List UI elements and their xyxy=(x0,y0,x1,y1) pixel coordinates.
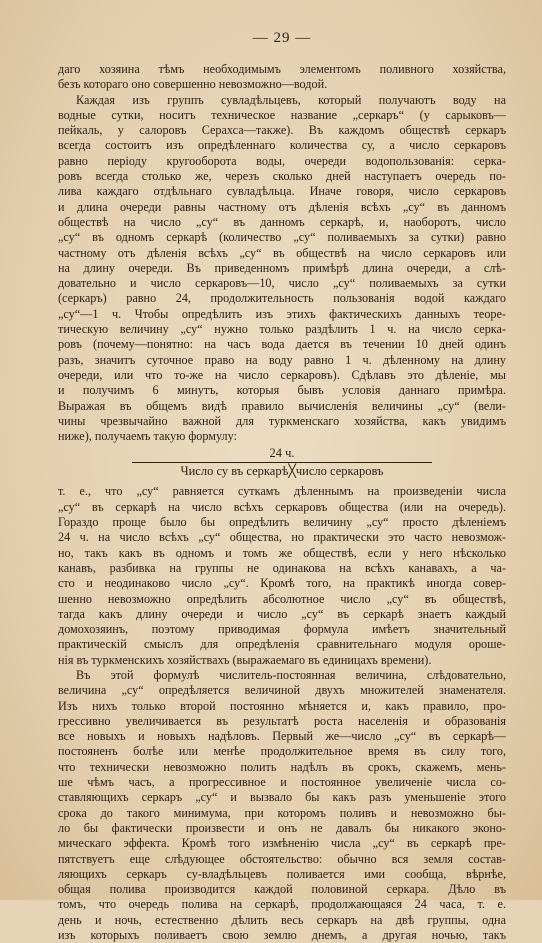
text-line: довательно и число серкаровъ—10, число „су“ поливаемыхъ за сутки xyxy=(58,276,506,291)
formula-numerator: 24 ч. xyxy=(269,446,295,461)
text-line: даго хозяина тѣмъ необходимымъ элементомъ поливного хозяйства, xyxy=(58,62,506,76)
text-line: разъ, значитъ суточное право на воду равно 1 ч. дѣленному на длину xyxy=(58,352,506,367)
text-line: „су“ въ одномъ серкарѣ (количество „су“ поливаемыхъ за сутки) равно xyxy=(58,230,506,245)
paragraph xyxy=(58,62,506,93)
text-line: Выражая въ общемъ видѣ правило вычисленія величины „су“ (вели- xyxy=(58,398,506,413)
text-line: ставляющихъ серкаръ „су“ и вызвало бы какъ разъ уменьшеніе этого xyxy=(58,790,506,805)
text-line: „су“—1 ч. Чтобы опредѣлить изъ этихъ фактическихъ данныхъ теоре- xyxy=(58,306,506,321)
text-line: ниже), получаемъ такую формулу: xyxy=(58,429,237,444)
text-line: постояненъ болѣе или менѣе продолжительное время въ силу того, xyxy=(58,744,506,759)
text-line: пятствуетъ еще слѣдующее обстоятельство: обычно вся земля состав- xyxy=(58,851,506,866)
text-line: шенно невозможно опредѣлить абсолютное число „су“ въ обществѣ, xyxy=(58,591,506,606)
text-line: тагда какъ длину очереди и число „су“ въ серкарѣ знаетъ каждый xyxy=(58,606,506,621)
text-line: величина „су“ опредѣляется величиной двухъ множителей знаменателя. xyxy=(58,683,506,698)
text-line: томъ, что очередь полива на серкарѣ, продолжающаяся 24 часа, т. е. xyxy=(58,897,506,912)
text-line: но, такъ какъ въ одномъ и томъ же обществѣ, если у него нѣсколько xyxy=(58,545,506,560)
text-line: ло бы фактически произвести и онъ не давалъ бы никакого эконо- xyxy=(58,820,506,835)
text-line: водные сутки, носитъ техническое название „серкаръ“ (у сарыковъ— xyxy=(58,107,506,122)
text-line: Каждая изъ группъ сувладѣльцевъ, который получаютъ воду на xyxy=(76,92,506,107)
body-text xyxy=(58,62,506,943)
text-line: практическій смыслъ для опредѣленія сравнительнаго модуля ороше- xyxy=(58,637,506,652)
text-line: и получимъ 6 минутъ, которыя бывъ условія даннаго примѣра. xyxy=(58,383,506,398)
text-line: сто и неодинаково число „су“. Кромѣ того, на практикѣ иногда совер- xyxy=(58,576,506,591)
text-line: ше чѣмъ часъ, а прогрессивное и постоянное увеличеніе числа со- xyxy=(58,775,506,790)
paragraph xyxy=(58,668,506,943)
text-line: лива каждаго отдѣльнаго сувладѣльца. Иначе говоря, число серкаровъ xyxy=(58,184,506,199)
paragraph xyxy=(58,484,506,668)
text-line: чины чрезвычайно важной для туркменскаго хозяйства, какъ увидимъ xyxy=(58,413,506,428)
text-line: что технически невозможно полить надѣлъ въ срокъ, скажемъ, мень- xyxy=(58,759,506,774)
text-line: день и ночь, естественно дѣлить весь серкаръ на двѣ группы, одна xyxy=(58,912,506,927)
text-line: пейкаль, у салоровъ Серахса—также). Въ каждомъ обществѣ серкаръ xyxy=(58,123,506,138)
text-line: т. е., что „су“ равняется суткамъ дѣленнымъ на произведеніи числа xyxy=(58,484,506,499)
text-line: Въ этой формулѣ числитель-постоянная величина, слѣдовательно, xyxy=(76,667,506,682)
page-number: — 29 — xyxy=(252,30,312,46)
text-line: на длину очереди. Въ приведенномъ примѣрѣ длина очереди, а слѣ- xyxy=(58,260,506,275)
text-line: (серкаръ) равно 24, продолжительность пользованія водой каждаго xyxy=(58,291,506,306)
text-line: домохозяинъ, поэтому приводимая формула имѣетъ значительный xyxy=(58,622,506,637)
text-line: „су“ въ серкарѣ на число всѣхъ серкаровъ общества (или на очередь). xyxy=(58,499,506,514)
text-line: ляющихъ серкаръ су-владѣльцевъ поливается ими сообща, вѣрнѣе, xyxy=(58,866,506,881)
text-line: мическаго эффекта. Кромѣ того измѣненію числа „су“ въ серкарѣ пре- xyxy=(58,836,506,851)
text-line: срока до такого минимума, при которомъ поливъ и невозможно бы- xyxy=(58,805,506,820)
text-line: нія въ туркменскихъ хозяйствахъ (выражаемаго въ единицахъ времени). xyxy=(58,652,432,667)
text-line: тическую величину „су“ нужно только раздѣлить 1 ч. на число серка- xyxy=(58,322,506,337)
formula-denominator: Число су въ серкарѣ╳число серкаровъ xyxy=(180,464,384,479)
text-line: 24 ч. на число всѣхъ „су“ общества, но практически это часто невозмож- xyxy=(58,530,506,545)
text-line: грессивно увеличивается въ результатѣ роста населенія и образованія xyxy=(58,713,506,728)
text-line: равно періоду кругооборота воды, очереди водопользованія: серка- xyxy=(58,153,506,168)
text-line: все новыхъ и новыхъ надѣловъ. Первый же—число „су“ въ серкарѣ— xyxy=(58,729,506,744)
text-line: частному отъ дѣленія всѣхъ „су“ въ обществѣ на число серкаровъ или xyxy=(58,245,506,260)
text-line: ровъ (почему—понятно: на часъ вода дается въ течении 10 дней одинъ xyxy=(58,337,506,352)
text-line: изъ которыхъ поливаетъ свою землю днемъ, а другая ночью, такъ xyxy=(58,928,506,943)
text-line: обществѣ на число „су“ въ данномъ серкарѣ, и, наоборотъ, число xyxy=(58,214,506,229)
paragraph xyxy=(58,93,506,445)
text-line: безъ котораго оно совершенно невозможно—водой. xyxy=(58,77,328,92)
text-line: и длина очереди равны частному отъ дѣленія всѣхъ „су“ въ данномъ xyxy=(58,199,506,214)
text-line: всегда состоитъ изъ опредѣленнаго количества су, а число серкаровъ xyxy=(58,138,506,153)
text-line: Изъ нихъ только второй постоянно мѣняется и, какъ правило, про- xyxy=(58,698,506,713)
text-line: общая полива производится каждой половиной серкара. Дѣло въ xyxy=(58,882,506,897)
text-line: очереди, или что то-же на число серкаровъ). Сдѣлавъ это дѣленіе, мы xyxy=(58,367,506,382)
text-line: Гораздо проще было бы опредѣлить величину „су“ просто дѣленіемъ xyxy=(58,515,506,530)
text-line: канавъ, разбивка на группы не одинакова на всѣхъ канавахъ, а ча- xyxy=(58,560,506,575)
formula xyxy=(58,446,506,480)
text-line: ровъ всегда столько же, черезъ сколько дней наступаетъ очередь по- xyxy=(58,169,506,184)
